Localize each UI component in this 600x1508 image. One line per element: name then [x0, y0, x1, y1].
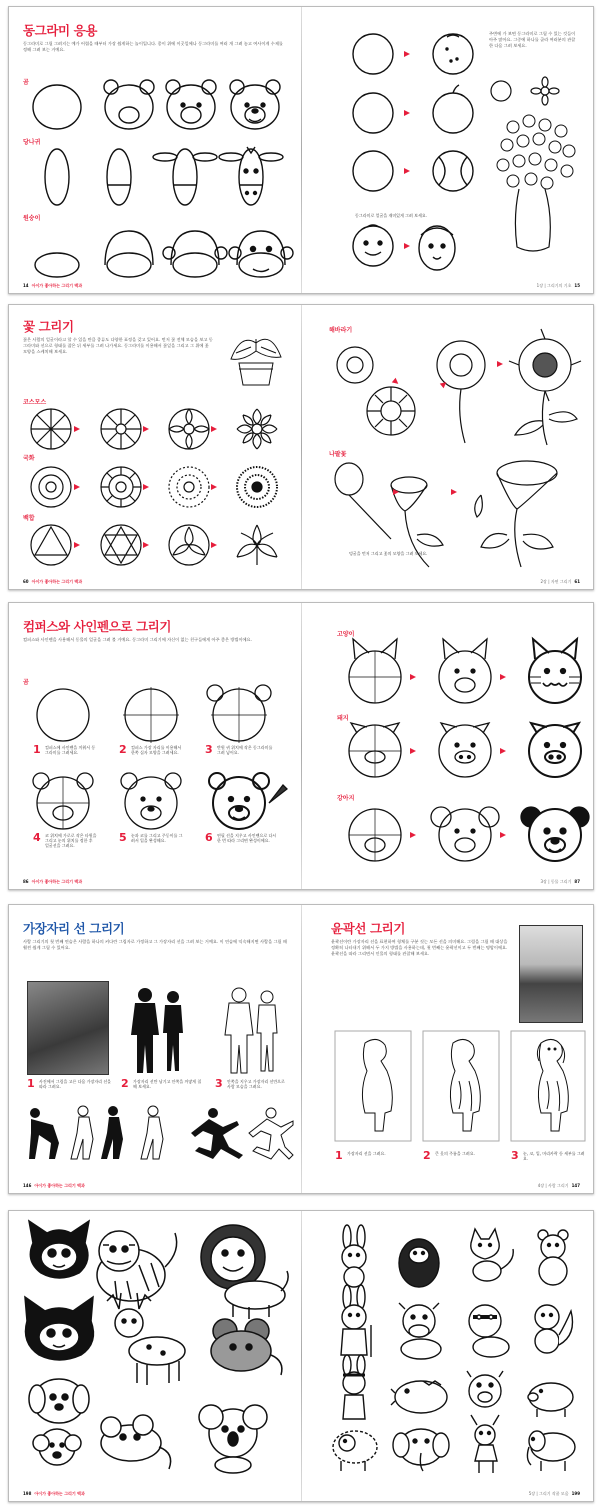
arrow-icon	[404, 243, 410, 249]
arrow-icon	[74, 484, 80, 490]
page-number: 60	[23, 579, 29, 584]
arrow-icon	[500, 748, 506, 754]
arrow-icon	[143, 426, 149, 432]
goat-cartoon	[471, 1415, 499, 1473]
label-cosmos: 코스모스	[23, 399, 47, 406]
side-note: 주변에 가 보면 동그라미로 그릴 수 있는 것들이 아주 많아요. 그중에 하나를 골라 여러분의 관찰한 다음 그려 보세요.	[489, 31, 576, 49]
page-number: 15	[574, 283, 580, 288]
rabbit-pirate-cartoon	[343, 1355, 365, 1419]
bear-cub-cartoon	[538, 1230, 568, 1285]
label-donkey: 당나귀	[23, 139, 41, 146]
lion-cartoon	[201, 1225, 288, 1319]
page-86	[9, 603, 301, 889]
intro-text: 사람 그리기의 첫 번째 연습은 사람을 하나의 커다란 그림자로 가정하고 그 가장자리 선을 그려 보는 거예요. 이 연습에 익숙해지면 사람을 그릴 때 훨씬 쉽게 그릴 수 있어요.	[23, 939, 287, 951]
bear-steps-drawing	[27, 77, 287, 137]
step-number: 1	[27, 1077, 35, 1090]
page-147	[301, 905, 593, 1193]
page-number: 147	[571, 1183, 580, 1188]
book-title: 아이가 좋아하는 그리기 백과	[34, 1491, 85, 1496]
arrow-icon	[211, 426, 217, 432]
spread-compass-drawing	[8, 602, 594, 890]
label-puppy: 강아지	[337, 795, 355, 802]
arrow-icon	[410, 748, 416, 754]
page-60	[9, 305, 301, 589]
chapter-title: 2장 | 자연 그리기	[540, 579, 572, 584]
page-footer	[537, 283, 583, 289]
silhouette-filled-drawing	[121, 985, 191, 1075]
arrow-icon	[211, 542, 217, 548]
cow-cartoon	[399, 1303, 441, 1359]
tiger-cartoon	[97, 1231, 177, 1301]
page-footer	[541, 879, 583, 885]
arrow-icon	[143, 542, 149, 548]
page-footer	[538, 1183, 583, 1189]
page-footer	[23, 283, 82, 289]
raccoon-cartoon	[469, 1305, 509, 1357]
face-caption: 동그라미로 얼굴을 재미있게 그려 보세요.	[355, 213, 428, 218]
arrow-icon	[211, 484, 217, 490]
compass-bear-steps-bottom	[33, 773, 293, 831]
morning-glory-caption: 덩굴을 먼저 그리고 꽃의 모양을 그려 보세요.	[349, 551, 428, 556]
step-number: 3	[205, 743, 213, 756]
koala-cartoon	[199, 1405, 267, 1473]
page-15	[301, 7, 593, 293]
label-lily: 백합	[23, 515, 35, 522]
chapter-title: 4장 | 사람 그리기	[537, 1183, 569, 1188]
arrow-icon	[393, 489, 399, 495]
gorilla-cartoon	[399, 1239, 439, 1287]
page-number: 198	[23, 1491, 32, 1496]
arrow-icon	[451, 489, 457, 495]
page-title: 가장자리 선 그리기	[23, 921, 125, 936]
step-text: 큰 옷의 주름을 그려요.	[435, 1151, 475, 1156]
chapter-title: 3장 | 동물 그리기	[540, 879, 572, 884]
page-146	[9, 905, 301, 1193]
intro-text: 동그라미로 그릴 그려지는 예가 어렵을 때부터 가장 쉽게하는 놀이입니다. 종이 위에 이곳일에나 동그라미를 여러 개 그려 놓고 여사이게 수제를 정해 그려 보는 거예요.	[23, 41, 283, 53]
step-number: 4	[33, 831, 41, 844]
page-title: 꽃 그리기	[23, 319, 74, 334]
elephant-small-cartoon	[527, 1431, 575, 1471]
step-text: 사진에서 그림을 고른 다음 가장자리 선을 따라 그려요.	[39, 1079, 112, 1090]
page-199	[301, 1211, 593, 1501]
spread-flower-drawing	[8, 304, 594, 590]
page-footer	[541, 579, 583, 585]
spread-circle-drawing	[8, 6, 594, 294]
pig-walking-cartoon	[528, 1383, 573, 1417]
elephant-cartoon	[393, 1429, 449, 1471]
flower-vase-drawing	[483, 77, 583, 267]
page-number: 199	[571, 1491, 580, 1496]
step-number: 2	[119, 743, 127, 756]
label-bear: 곰	[23, 679, 29, 686]
boar-cartoon	[391, 1381, 447, 1413]
sheep-cartoon	[333, 1431, 377, 1471]
chrysanthemum-steps-drawing	[29, 465, 289, 509]
page-number: 146	[23, 1183, 32, 1188]
donkey-steps-drawing	[27, 145, 287, 209]
spread-outline-drawing	[8, 904, 594, 1194]
step-text: 코 위치에 가로로 작은 타원을 그리고 눈의 위치를 정한 후 얼굴선을 그려요.	[45, 833, 97, 849]
page-14	[9, 7, 301, 293]
step-text: 가장자리 선을 그려요.	[347, 1151, 386, 1156]
step-text: 반원 귀 위치에 작은 동그라미를 그려 넣어요.	[217, 745, 273, 756]
page-87	[301, 603, 593, 889]
intro-text: 컴퍼스와 사인펜을 사용해서 동물의 얼굴을 그려 볼 거예요. 동그라미 그리기에 자신이 없는 친구들에게 아주 좋은 방법이에요.	[23, 637, 252, 642]
step-number: 2	[423, 1149, 431, 1162]
step-number: 6	[205, 831, 213, 844]
spread-animal-gallery	[8, 1210, 594, 1502]
book-title: 아이가 좋아하는 그리기 백과	[31, 879, 83, 884]
page-number: 61	[574, 579, 580, 584]
page-198	[9, 1211, 301, 1501]
step-number: 1	[33, 743, 41, 756]
people-photo	[27, 981, 109, 1075]
arrow-icon	[497, 361, 503, 367]
arrow-icon	[74, 426, 80, 432]
label-cat: 고양이	[337, 631, 355, 638]
label-sunflower: 해바라기	[329, 327, 353, 334]
compass-puppy-steps	[345, 801, 585, 865]
compass-cat-steps	[345, 637, 585, 707]
page-number: 86	[23, 879, 29, 884]
lily-steps-drawing	[29, 523, 289, 567]
page-footer	[23, 579, 82, 585]
step-text: 가장자리 선만 남기고 안쪽을 까맣게 칠해 보세요.	[133, 1079, 202, 1090]
book-title: 아이가 좋아하는 그리기 백과	[34, 1183, 85, 1188]
book-title: 아이가 좋아하는 그리기 백과	[31, 283, 83, 288]
page-number: 87	[574, 879, 580, 884]
page-number: 14	[23, 283, 29, 288]
page-title: 동그라미 응용	[23, 23, 98, 38]
silhouette-outline-drawing	[215, 985, 285, 1075]
puppy-cartoon	[29, 1379, 89, 1423]
label-chrysanthemum: 국화	[23, 455, 35, 462]
page-title: 컴퍼스와 사인펜으로 그리기	[23, 619, 172, 634]
squirrel-cartoon	[535, 1305, 573, 1353]
step-number: 2	[121, 1077, 129, 1090]
sunflower-steps-drawing	[325, 335, 585, 445]
potted-plant-drawing	[221, 329, 291, 389]
running-figures-drawing	[23, 1103, 293, 1163]
circle-objects-drawing	[351, 29, 481, 229]
rabbit-king-cartoon	[341, 1285, 371, 1357]
arrow-icon	[500, 832, 506, 838]
step-number: 1	[335, 1149, 343, 1162]
chapter-title: 1장 | 그리기의 기초	[536, 283, 572, 288]
arrow-icon	[143, 484, 149, 490]
label-morning-glory: 나팔꽃	[329, 451, 347, 458]
step-text: 안쪽을 지우고 가장자리 선만으로 사람 모습을 그려요.	[227, 1079, 285, 1090]
white-mouse-cartoon	[101, 1415, 171, 1469]
page-footer	[23, 1491, 85, 1497]
page-title: 윤곽선 그리기	[331, 921, 406, 936]
girl-photo	[519, 925, 583, 1023]
step-text: 컴퍼스에 사인펜을 끼워서 동그라미를 그려세요.	[45, 745, 96, 756]
label-bear: 곰	[23, 79, 29, 86]
intro-text: 꽃은 사람의 얼굴이라고 할 수 있을 만큼 종류도 다양한 표정을 갖고 있어요. 먼저 꽃 전체 모습을 보고 동그라미와 선으로 형태를 잡은 뒤 세부를 그려 나가세요. 동그라미를 이용해서 꽃잎을 그리고 그 위에 꽃 모양을 스케치해 보세요.	[23, 337, 213, 355]
step-number: 5	[119, 831, 127, 844]
page-61	[301, 305, 593, 589]
step-text: 연필 선을 지우고 사인펜으로 다시 한 번 따라 그리면 완성이에요.	[217, 833, 277, 844]
label-pig: 돼지	[337, 715, 349, 722]
page-footer	[23, 1183, 85, 1189]
deer-cartoon	[107, 1293, 185, 1385]
monkey-steps-drawing	[27, 221, 287, 279]
cosmos-steps-drawing	[29, 407, 289, 451]
arrow-icon	[500, 674, 506, 680]
pig-cartoon	[467, 1371, 503, 1407]
arrow-icon	[410, 674, 416, 680]
step-text: 눈, 코, 입, 머리카락 등 세부를 그려요.	[523, 1151, 585, 1162]
fox-cartoon	[471, 1229, 513, 1281]
label-monkey: 원숭이	[23, 215, 41, 222]
black-cat-cartoon	[25, 1297, 93, 1360]
arrow-icon	[404, 110, 410, 116]
compass-bear-steps-top	[33, 685, 293, 743]
cartoon-animals-drawing	[19, 1221, 291, 1477]
girl-outline-steps	[335, 1031, 585, 1151]
face-drawing	[351, 221, 451, 271]
chapter-title: 5장 | 그리기 작품 모음	[528, 1491, 569, 1496]
book-title: 아이가 좋아하는 그리기 백과	[31, 579, 83, 584]
intro-text: 윤곽선이란 가장자리 선을 표현하여 형체를 구분 짓는 모든 선을 의미해요. 그림을 그릴 때 대상을 정확히 나타내기 위해서 두 가지 방법을 사용하는데, 첫 번째는 윤곽선이고 두 번째는 명암이에요. 윤곽선을 따라 그리면서 인물의 형태를 관찰해 보세요.	[331, 939, 508, 957]
rabbit-cartoon	[342, 1225, 366, 1287]
small-animals-drawing	[331, 1225, 581, 1475]
arrow-icon	[404, 51, 410, 57]
step-text: 컴퍼스 가장 자리를 이용해서 한쪽 십자 모양을 그려세요.	[131, 745, 182, 756]
compass-pig-steps	[345, 721, 585, 781]
step-number: 3	[215, 1077, 223, 1090]
poodle-cartoon	[33, 1429, 81, 1465]
cat-cartoon	[29, 1221, 89, 1278]
arrow-icon	[410, 832, 416, 838]
arrow-icon	[404, 168, 410, 174]
mouse-cartoon	[211, 1319, 282, 1375]
page-footer	[23, 879, 82, 885]
page-footer	[529, 1491, 583, 1497]
arrow-icon	[74, 542, 80, 548]
step-number: 3	[511, 1149, 519, 1162]
step-text: 눈과 코를 그리고 주둥이를 그려서 입을 완성해요.	[131, 833, 183, 844]
